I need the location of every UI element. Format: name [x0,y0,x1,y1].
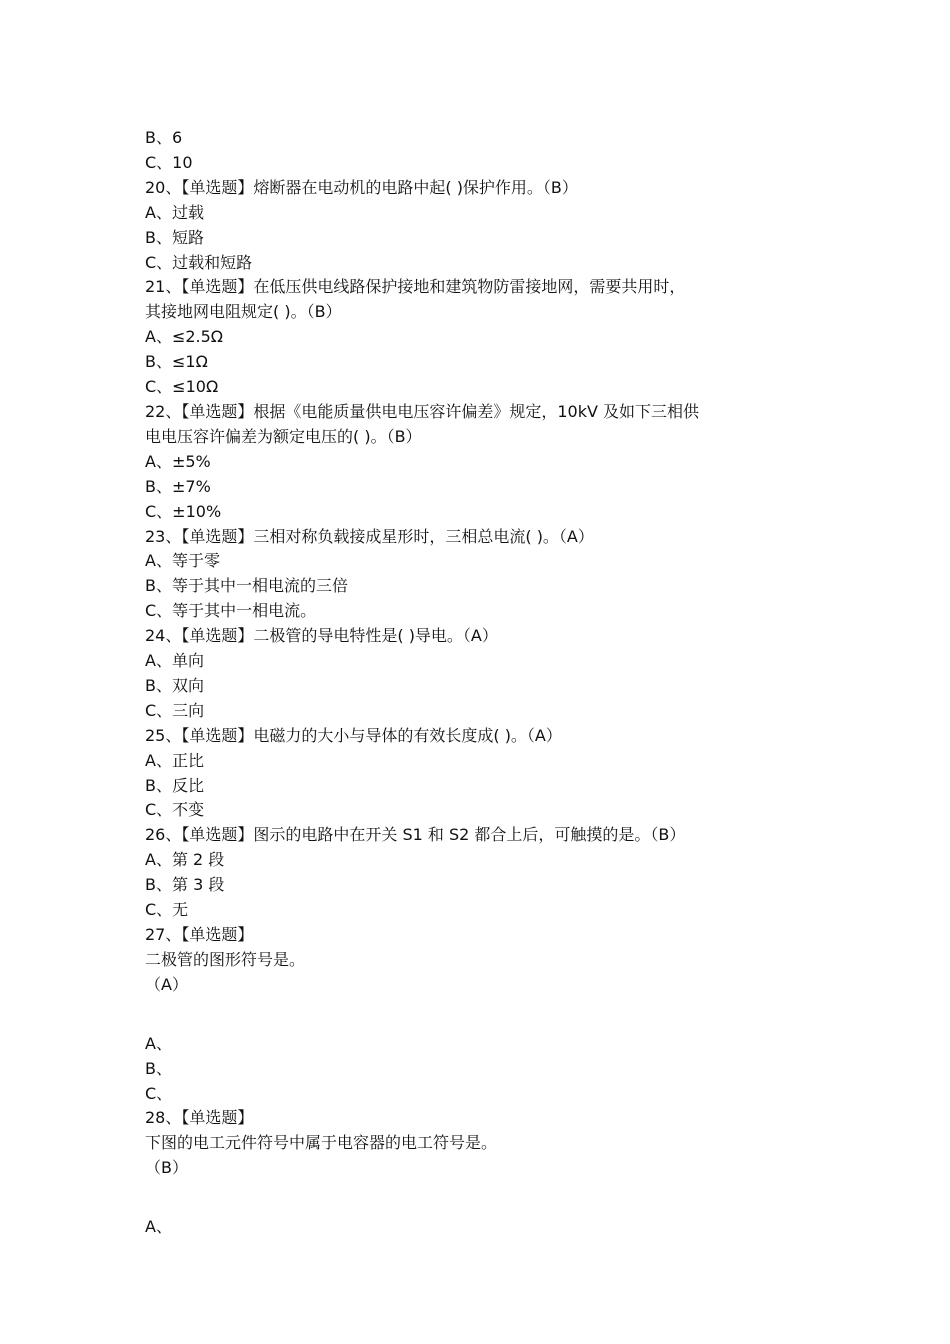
spacer [145,998,815,1032]
option-b: B、±7% [145,476,211,496]
option-c: C、±10% [145,501,222,521]
option-a: A、第 2 段 [145,850,225,870]
option-b: B、反比 [145,775,204,795]
option-a: A、正比 [145,750,204,770]
option-c: C、过载和短路 [145,252,253,272]
option-b: B、短路 [145,227,204,247]
option-a: A、 [145,1217,172,1237]
question-list [145,126,815,1240]
question-26: 26、【单选题】图示的电路中在开关 S1 和 S2 都合上后，可触摸的是。（B） [145,825,686,845]
text-line: B、6 [145,128,183,147]
question-28: 28、【单选题】 [145,1108,254,1128]
text-line: C、10 [145,152,193,172]
option-b: B、等于其中一相电流的三倍 [145,576,348,596]
question-23: 23、【单选题】三相对称负载接成星形时，三相总电流( )。（A） [145,526,594,546]
option-c: C、三向 [145,700,205,720]
question-22-cont: 电电压容许偏差为额定电压的( )。（B） [145,426,422,446]
option-a: A、±5% [145,451,211,471]
question-25: 25、【单选题】电磁力的大小与导体的有效长度成( )。（A） [145,725,562,745]
option-c: C、无 [145,900,189,920]
spacer [145,1181,815,1215]
question-27-answer: （A） [145,974,188,994]
question-24: 24、【单选题】二极管的导电特性是( )导电。（A） [145,626,498,646]
option-c: C、 [145,1083,173,1103]
option-b: B、第 3 段 [145,875,225,895]
option-c: C、等于其中一相电流。 [145,601,317,621]
option-a: A、 [145,1033,172,1053]
question-28-answer: （B） [145,1158,188,1178]
question-20: 20、【单选题】熔断器在电动机的电路中起( )保护作用。（B） [145,177,578,197]
question-27-body: 二极管的图形符号是。 [145,949,306,969]
question-27: 27、【单选题】 [145,925,254,944]
option-a: A、等于零 [145,551,220,571]
question-21: 21、【单选题】在低压供电线路保护接地和建筑物防雷接地网，需要共用时， [145,277,686,297]
option-b: B、≤1Ω [145,352,208,372]
question-21-cont: 其接地网电阻规定( )。（B） [145,302,342,322]
question-22: 22、【单选题】根据《电能质量供电电压容许偏差》规定，10kV 及如下三相供 [145,401,700,421]
question-28-body: 下图的电工元件符号中属于电容器的电工符号是。 [145,1133,498,1153]
option-a: A、单向 [145,651,204,671]
option-a: A、≤2.5Ω [145,327,224,347]
option-c: C、≤10Ω [145,377,219,397]
option-b: B、双向 [145,675,204,695]
option-b: B、 [145,1058,172,1078]
option-a: A、过载 [145,202,204,222]
option-c: C、不变 [145,800,205,820]
